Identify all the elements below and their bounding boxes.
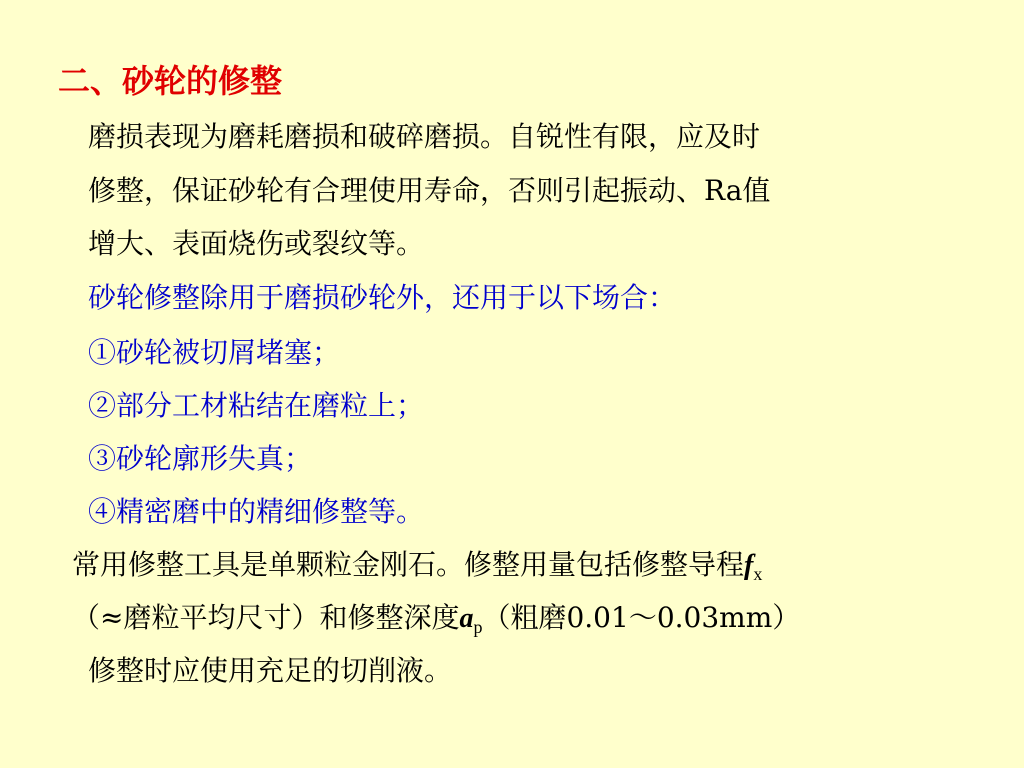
depth-symbol: a <box>459 603 474 634</box>
list-item: ②部分工材粘结在磨粒上； <box>88 389 425 422</box>
paragraph1-line2: 修整，保证砂轮有合理使用寿命，否则引起振动、Ra值 <box>88 174 771 207</box>
paragraph3-line1-text: 常用修整工具是单颗粒金刚石。修整用量包括修整导程 <box>72 548 745 581</box>
paragraph3-line1 <box>72 545 762 594</box>
paragraph1-line3: 增大、表面烧伤或裂纹等。 <box>88 227 425 260</box>
paragraph3-line3: 修整时应使用充足的切削液。 <box>88 654 453 687</box>
feed-symbol: f <box>744 550 754 581</box>
list-item: ③砂轮廓形失真； <box>88 442 313 475</box>
slide-title: 二、砂轮的修整 <box>58 62 283 100</box>
paragraph1-line1: 磨损表现为磨耗磨损和破碎磨损。自锐性有限，应及时 <box>88 120 761 153</box>
dressing-uses-intro: 砂轮修整除用于磨损砂轮外，还用于以下场合： <box>88 281 677 314</box>
paragraph3-line2-pre: （≈磨粒平均尺寸）和修整深度 <box>72 601 460 634</box>
list-item: ①砂轮被切屑堵塞； <box>88 336 341 369</box>
feed-subscript: x <box>753 564 763 584</box>
depth-subscript: p <box>473 617 483 637</box>
paragraph3-line2-post: （粗磨0.01～0.03mm） <box>482 601 801 634</box>
list-item: ④精密磨中的精细修整等。 <box>88 495 425 528</box>
paragraph3-line2 <box>72 598 800 647</box>
